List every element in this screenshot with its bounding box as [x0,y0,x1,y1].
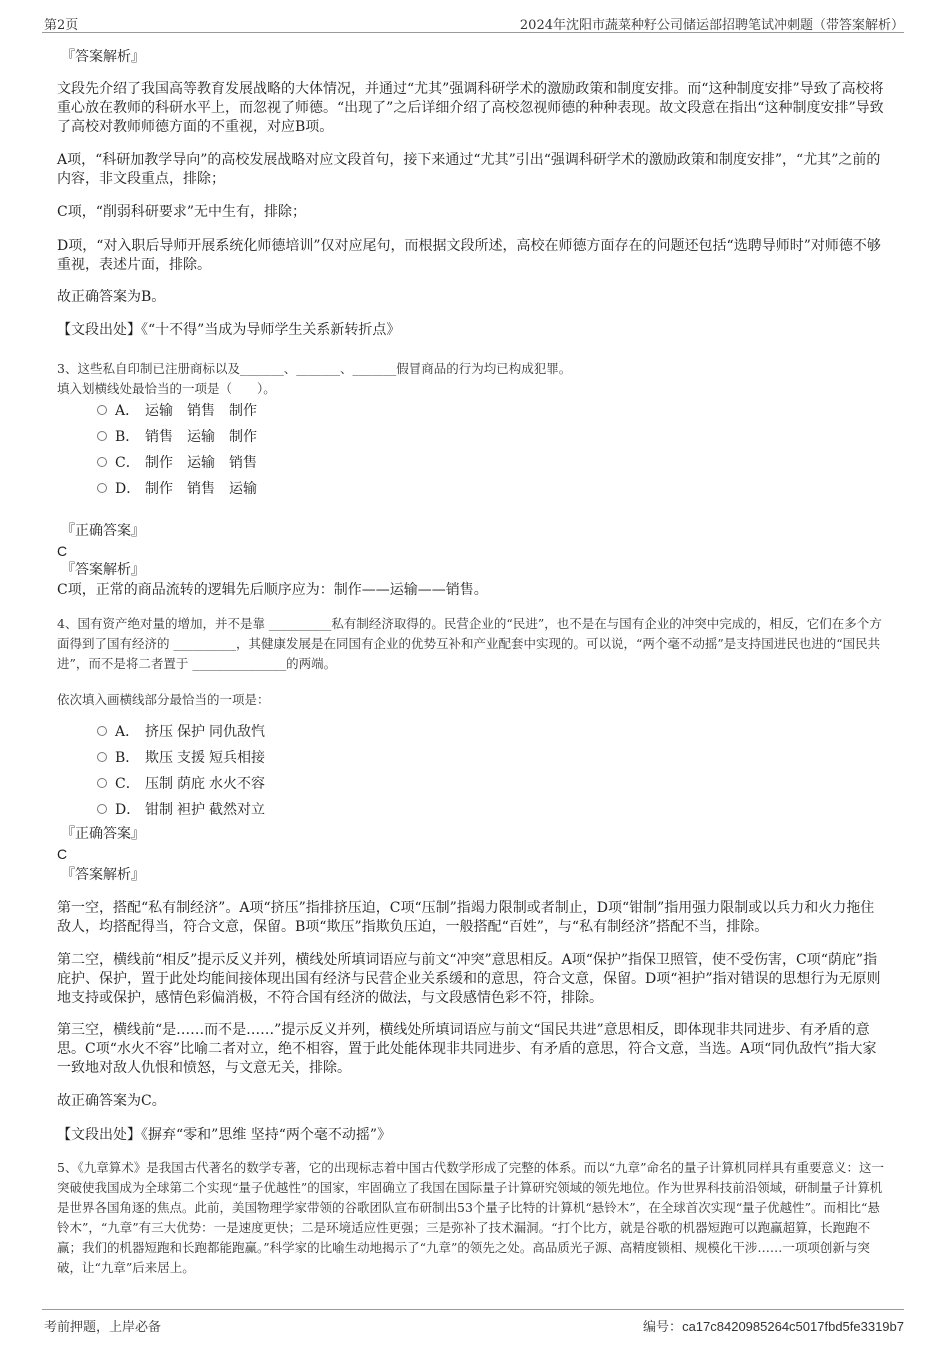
code-value: ca17c8420985264c5017fbd5fe3319b7 [682,1319,904,1334]
q4-option-d[interactable]: D． 钳制 袒护 截然对立 [97,800,269,820]
q4-analysis-label: 『答案解析』 [61,867,145,883]
q2-analysis-label: 『答案解析』 [61,49,145,65]
radio-icon[interactable] [97,405,107,415]
q2-analysis-p4: D项，“对入职后导师开展系统化师德培训”仅对应尾句，而根据文段所述，高校在师德方面存在的问题还包括“选聘导师时”对师德不够重视，表述片面，排除。 [57,238,881,273]
q4-correct-label: 『正确答案』 [61,826,145,842]
q2-analysis-p1: 文段先介绍了我国高等教育发展战略的大体情况，并通过“尤其”强调科研学术的激励政策和制度安排。而“这种制度安排”导致了高校将重心放在教师的科研水平上，而忽视了师德。“出现了”之后详细介绍了高校忽视师德的种种表现。故文段意在指出“这种制度安排”导致了高校对教师师德方面的不重视，对应B项。 [57,81,884,135]
q4-conclusion: 故正确答案为C。 [57,1093,166,1109]
radio-icon[interactable] [97,431,107,441]
q2-analysis-p3: C项，“削弱科研要求”无中生有，排除； [57,204,307,220]
q4-analysis-p1: 第一空，搭配“私有制经济”。A项“挤压”指排挤压迫，C项“压制”指竭力限制或者制止，D项“钳制”指用强力限制或以兵力和火力拖住敌人，均搭配得当，符合文意，保留。B项“欺压”指欺负压迫，一般搭配“百姓”，与“私有制经济”搭配不当，排除。 [57,900,875,935]
q4-answer-block [57,825,887,886]
q3-option-c[interactable]: C． 制作 运输 销售 [97,453,271,473]
q4-correct-answer: C [57,846,68,862]
radio-icon[interactable] [97,457,107,467]
q4-option-b[interactable]: B． 欺压 支援 短兵相接 [97,748,269,768]
q3-option-d[interactable]: D． 制作 销售 运输 [97,479,271,499]
radio-icon[interactable] [97,778,107,788]
code-label: 编号： [643,1320,683,1335]
radio-icon[interactable] [97,804,107,814]
q3-stem: 3、这些私自印制已注册商标以及_______、_______、_______假冒商品的行为均已构成犯罪。 填入划横线处最恰当的一项是（ ）。 [57,361,572,396]
q4-source: 【文段出处】《摒弃“零和”思维 坚持“两个毫不动摇”》 [57,1127,392,1143]
q2-analysis-p2: A项，“科研加教学导向”的高校发展战略对应文段首句，接下来通过“尤其”引出“强调科研学术的激励政策和制度安排”，“尤其”之前的内容，非文段重点，排除； [57,152,881,187]
q3-analysis-label: 『答案解析』 [61,562,145,578]
page-number: 第2页 [44,18,79,33]
q2-source: 【文段出处】《“十不得”当成为导师学生关系新转折点》 [57,322,401,338]
page-footer [42,1309,904,1334]
document-title: 2024年沈阳市蔬菜种籽公司储运部招聘笔试冲刺题（带答案解析） [519,18,904,33]
q3-answer-block [57,522,887,600]
footer-slogan: 考前押题，上岸必备 [44,1320,162,1335]
q3-correct-label: 『正确答案』 [61,523,145,539]
radio-icon[interactable] [97,726,107,736]
q4-stem: 4、国有资产绝对量的增加，并不是靠 __________私有制经济取得的。民营企业的“民进”，也不是在与国有企业的冲突中完成的，相反，它们在多个方面得到了国有经济的 __________，其健康发展是在同国有企业的优势互补和产业配套中实现的。可以说，“两个毫不动摇”是支持国进民也进的“国民共进”，而不是将二者置于 _______________的两端。 [57,616,882,671]
q4-prompt: 依次填入画横线部分最恰当的一项是： [57,692,270,707]
q4-analysis-p2: 第二空，横线前“相反”提示反义并列，横线处所填词语应与前文“冲突”意思相反。A项“保护”指保卫照管，使不受伤害，C项“荫庇”指庇护、保护，置于此处均能间接体现出国有经济与民营企业关系缓和的意思，符合文意，保留。D项“袒护”指对错误的思想行为无原则地支持或保护，感情色彩偏消极，不符合国有经济的做法，与文段感情色彩不符，排除。 [57,952,881,1006]
page-header [42,10,904,33]
q4-analysis-p3: 第三空，横线前“是……而不是……”提示反义并列，横线处所填词语应与前文“国民共进”意思相反，即体现非共同进步、有矛盾的意思。C项“水火不容”比喻二者对立，绝不相容，置于此处能体现非共同进步、有矛盾的意思，符合文意，当选。A项“同仇敌忾”指大家一致地对敌人仇恨和愤怒，与文意无关，排除。 [57,1022,877,1076]
q3-option-b[interactable]: B． 销售 运输 制作 [97,427,271,447]
q4-option-c[interactable]: C． 压制 荫庇 水火不容 [97,774,269,794]
q2-conclusion: 故正确答案为B。 [57,289,166,305]
q3-option-a[interactable]: A． 运输 销售 制作 [97,401,271,421]
q3-correct-answer: C [57,543,68,559]
document-code [643,1316,904,1335]
q4-option-a[interactable]: A． 挤压 保护 同仇敌忾 [97,722,269,742]
q5-stem: 5、《九章算术》是我国古代著名的数学专著，它的出现标志着中国古代数学形成了完整的体系。而以“九章”命名的量子计算机同样具有重要意义：这一突破使我国成为全球第二个实现“量子优越性”的国家，牢固确立了我国在国际量子计算研究领域的领先地位。作为世界科技前沿领域，研制量子计算机是世界各国角逐的焦点。此前，美国物理学家带领的谷歌团队宣布研制出53个量子比特的计算机“悬铃木”，在全球首次实现“量子优越性”。而相比“悬铃木”，“九章”有三大优势：一是速度更快；二是环境适应性更强；三是弥补了技术漏洞。“打个比方，就是谷歌的机器短跑可以跑赢超算，长跑跑不赢；我们的机器短跑和长跑都能跑赢。”科学家的比喻生动地揭示了“九章”的领先之处。高品质光子源、高精度锁相、规模化干涉……一项项创新与突破，让“九章”后来居上。 [57,1160,884,1275]
radio-icon[interactable] [97,752,107,762]
q3-analysis: C项，正常的商品流转的逻辑先后顺序应为：制作——运输——销售。 [57,582,488,598]
radio-icon[interactable] [97,483,107,493]
